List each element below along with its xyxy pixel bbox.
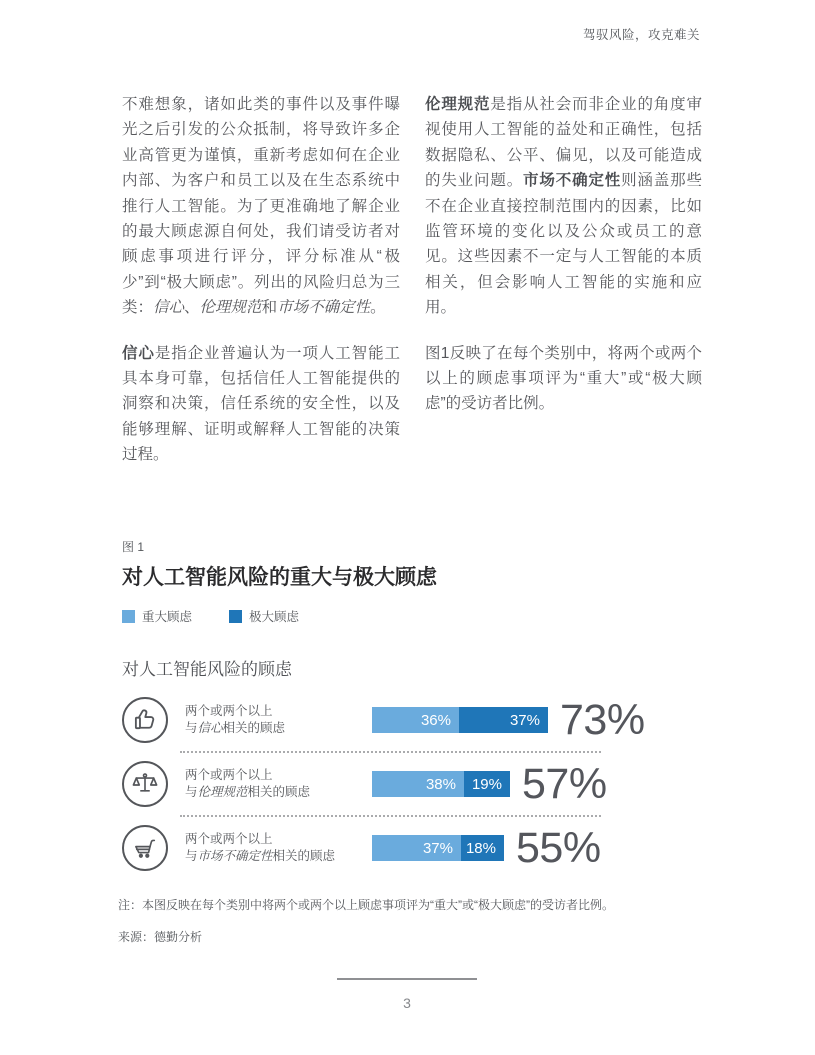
term-market-uncertainty-bold: 市场不确定性 <box>523 172 622 190</box>
row-label-line1: 两个或两个以上 <box>185 704 273 718</box>
figure-label: 图 1 <box>122 540 145 554</box>
row-label-post: 相关的顾虑 <box>222 721 286 735</box>
scales-icon <box>122 761 168 807</box>
bar-segment-extreme <box>461 835 504 861</box>
term-confidence: 信心 <box>153 299 185 317</box>
right-text-column <box>425 92 702 417</box>
chart-title: 对人工智能风险的顾虑 <box>122 660 292 679</box>
paragraph-text: 、 <box>184 299 200 317</box>
chart-row-confidence <box>118 692 680 748</box>
legend-swatch-major <box>122 610 135 623</box>
bar-segment-extreme <box>464 771 510 797</box>
term-confidence-bold: 信心 <box>122 344 155 362</box>
figure-title: 对人工智能风险的重大与极大顾虑 <box>122 566 437 589</box>
term-ethics-bold: 伦理规范 <box>425 96 491 113</box>
bar-value-label: 19% <box>471 775 502 793</box>
row-label-pre: 与 <box>185 849 198 863</box>
row-label-line1: 两个或两个以上 <box>185 832 273 846</box>
paragraph-text: 是指企业普遍认为一项人工智能工具本身可靠，包括信任人工智能提供的洞察和决策，信任系统的安全性，以及能够理解、证明或解释人工智能的决策过程。 <box>122 344 400 464</box>
bar-segment-major <box>372 835 461 861</box>
row-label-line1: 两个或两个以上 <box>185 768 273 782</box>
figure-source: 来源：德勤分析 <box>118 930 203 944</box>
cart-icon <box>122 825 168 871</box>
bar-segment-major <box>372 707 459 733</box>
chart-legend <box>118 607 680 625</box>
row-label-term: 伦理规范 <box>197 785 248 799</box>
running-header: 驾驭风险，攻克难关 <box>582 28 700 42</box>
legend-swatch-extreme <box>229 610 242 623</box>
legend-item-extreme <box>229 607 299 625</box>
row-label-post: 相关的顾虑 <box>247 785 311 799</box>
chart-row-ethics <box>118 756 680 812</box>
chart-rows <box>118 692 680 876</box>
legend-item-major <box>122 607 192 625</box>
chart-row-market-uncertainty <box>118 820 680 876</box>
left-text-column <box>122 92 400 468</box>
bar-value-label: 36% <box>420 711 451 729</box>
paragraph-text: 图1反映了在每个类别中，将两个或两个以上的顾虑事项评为“重大”或“极大顾虑”的受访者比例。 <box>425 344 702 413</box>
row-label-post: 相关的顾虑 <box>272 849 336 863</box>
term-ethics: 伦理规范 <box>199 299 262 317</box>
legend-label-extreme: 极大顾虑 <box>249 610 300 624</box>
row-label <box>185 703 372 737</box>
paragraph <box>122 92 400 321</box>
dotted-separator <box>180 751 601 753</box>
bar-value-label: 37% <box>422 839 453 857</box>
row-label <box>185 767 372 801</box>
row-total: 57% <box>522 759 607 808</box>
page-number: 3 <box>403 995 411 1011</box>
bar-value-label: 18% <box>465 839 496 857</box>
bar-value-label: 37% <box>509 711 540 729</box>
row-total: 55% <box>516 823 601 872</box>
row-label-pre: 与 <box>185 721 198 735</box>
bar-segment-major <box>372 771 464 797</box>
paragraph <box>425 92 702 321</box>
footer-rule <box>337 978 477 980</box>
row-total: 73% <box>560 695 645 744</box>
bar-value-label: 38% <box>425 775 456 793</box>
paragraph-text: 。 <box>370 299 386 317</box>
paragraph-text: 是指从社会而非企业的角度审视使用人工智能的益处和正确性，包括数据隐私、公平、偏见，以及可能造成的失业问题。 <box>425 96 702 190</box>
stacked-bar <box>372 707 548 733</box>
stacked-bar <box>372 835 504 861</box>
row-label-term: 信心 <box>197 721 223 735</box>
term-market-uncertainty: 市场不确定性 <box>277 299 371 317</box>
figure-note: 注：本图反映在每个类别中将两个或两个以上顾虑事项评为“重大”或“极大顾虑”的受访者比例。 <box>118 898 614 912</box>
row-label-pre: 与 <box>185 785 198 799</box>
paragraph-text: 不难想象，诸如此类的事件以及事件曝光之后引发的公众抵制，将导致许多企业高管更为谨慎，重新考虑如何在企业内部、为客户和员工以及在生态系统中推行人工智能。为了更准确地了解企业的最大顾虑源自何处，我们请受访者对顾虑事项进行评分，评分标准从“极少”到“极大顾虑”。列出的风险归总为三类： <box>122 96 400 317</box>
paragraph <box>425 341 702 417</box>
figure-1 <box>118 538 680 945</box>
stacked-bar <box>372 771 510 797</box>
dotted-separator <box>180 815 601 817</box>
paragraph-text: 则涵盖那些不在企业直接控制范围内的因素，比如监管环境的变化以及公众或员工的意见。这些因素不一定与人工智能的本质相关，但会影响人工智能的实施和应用。 <box>425 172 702 317</box>
bar-segment-extreme <box>459 707 548 733</box>
row-label-term: 市场不确定性 <box>197 849 273 863</box>
legend-label-major: 重大顾虑 <box>142 610 193 624</box>
thumbs-up-icon <box>122 697 168 743</box>
paragraph <box>122 341 400 468</box>
row-label <box>185 831 372 865</box>
paragraph-text: 和 <box>261 299 278 317</box>
